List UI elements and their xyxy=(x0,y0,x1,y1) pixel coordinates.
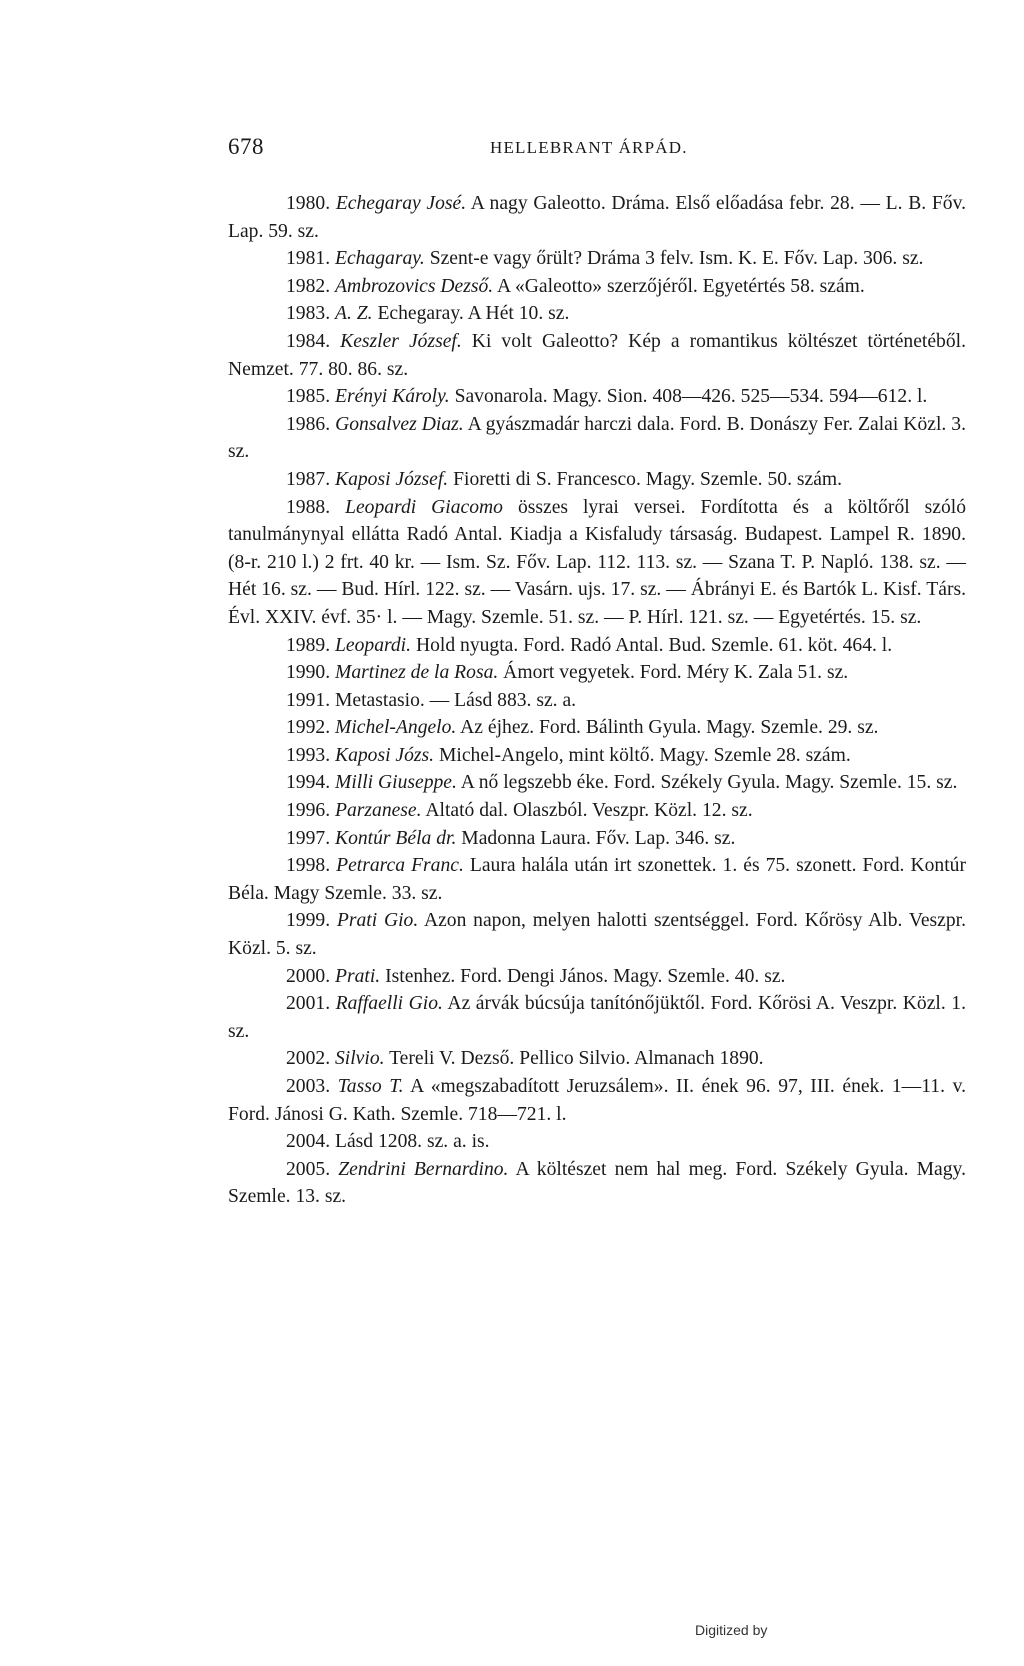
entry-text: Tereli V. Dezső. Pellico Silvio. Almanach 1890. xyxy=(389,1048,764,1070)
bibliography-entry xyxy=(228,907,966,962)
entry-author: Echagaray. xyxy=(335,248,425,270)
entry-text: Hold nyugta. Ford. Radó Antal. Bud. Szemle. 61. köt. 464. l. xyxy=(415,634,893,656)
entry-text: A nagy Galeotto. Dráma. Első előadása febr. 28. — L. B. Főv. Lap. 59. sz. xyxy=(228,193,967,242)
entry-number: 2000. xyxy=(286,965,331,987)
entry-number: 1993. xyxy=(286,744,331,766)
entry-text: Lásd 1208. sz. a. is. xyxy=(335,1131,490,1153)
running-head: HELLEBRANT ÁRPÁD. xyxy=(490,138,688,157)
entry-text: Ki volt Galeotto? Kép a romantikus költészet történetéből. Nemzet. 77. 80. 86. sz. xyxy=(228,330,966,380)
bibliography-entry xyxy=(228,1156,966,1211)
entry-number: 1981. xyxy=(286,248,331,270)
bibliography-entries xyxy=(228,190,966,1211)
entry-text: Istenhez. Ford. Dengi János. Magy. Szemle. 40. sz. xyxy=(385,965,786,987)
entry-number: 1980. xyxy=(286,193,331,214)
entry-author: Michel-Angelo. xyxy=(335,717,457,739)
bibliography-entry xyxy=(228,825,966,853)
entry-text: Echegaray. A Hét 10. sz. xyxy=(377,303,570,325)
entry-author: Petrarca Franc. xyxy=(336,855,464,877)
bibliography-entry xyxy=(228,852,966,907)
entry-number: 1987. xyxy=(286,468,331,490)
bibliography-entry xyxy=(228,494,966,632)
entry-author: Gonsalvez Diaz. xyxy=(335,413,464,435)
bibliography-entry xyxy=(228,632,966,660)
entry-number: 1990. xyxy=(286,662,331,684)
bibliography-entry xyxy=(228,245,966,273)
entry-text: Az árvák búcsúja tanítónőjüktől. Ford. Kőrösi A. Veszpr. Közl. 1. sz. xyxy=(228,993,966,1042)
entry-author: Kaposi József. xyxy=(335,468,449,490)
entry-author: Echegaray José. xyxy=(335,193,467,214)
entry-author: Leopardi Giacomo xyxy=(345,496,503,518)
bibliography-entry xyxy=(228,1073,966,1128)
entry-number: 2002. xyxy=(286,1048,331,1070)
entry-number: 1986. xyxy=(286,413,331,435)
entry-text: Savonarola. Magy. Sion. 408—426. 525—534. 594—612. l. xyxy=(454,386,928,408)
entry-author: Prati Gio. xyxy=(336,910,419,932)
entry-number: 1998. xyxy=(286,855,331,877)
entry-author: Parzanese. xyxy=(335,800,422,822)
entry-author: Leopardi. xyxy=(335,634,412,656)
entry-text: A költészet nem hal meg. Ford. Székely Gyula. Magy. Szemle. 13. sz. xyxy=(228,1158,966,1208)
entry-number: 2003. xyxy=(286,1076,331,1097)
bibliography-entry xyxy=(228,769,966,797)
entry-author: A. Z. xyxy=(335,303,373,325)
entry-number: 1992. xyxy=(286,717,331,739)
entry-author: Raffaelli Gio. xyxy=(335,993,443,1015)
entry-number: 1994. xyxy=(286,772,331,794)
entry-number: 1985. xyxy=(286,386,331,408)
entry-text: A «Galeotto» szerzőjéről. Egyetértés 58. szám. xyxy=(497,275,865,297)
bibliography-entry xyxy=(228,273,966,301)
bibliography-entry xyxy=(228,383,966,411)
entry-text: Ámort vegyetek. Ford. Méry K. Zala 51. sz. xyxy=(503,662,849,684)
bibliography-entry xyxy=(228,742,966,770)
bibliography-entry xyxy=(228,300,966,328)
entry-number: 1989. xyxy=(286,634,331,656)
entry-number: 1991. xyxy=(286,689,331,711)
bibliography-entry xyxy=(228,714,966,742)
entry-text: Az éjhez. Ford. Bálinth Gyula. Magy. Szemle. 29. sz. xyxy=(460,717,879,739)
bibliography-entry xyxy=(228,1128,966,1156)
entry-number: 1983. xyxy=(286,303,331,325)
bibliography-entry xyxy=(228,797,966,825)
entry-text: Laura halála után irt szonettek. 1. és 75. szonett. Ford. Kontúr Béla. Magy Szemle. 33. sz. xyxy=(228,855,966,904)
page-header xyxy=(228,134,958,164)
entry-number: 1984. xyxy=(286,330,331,352)
entry-text: Azon napon, melyen halotti szentséggel. Ford. Kőrösy Alb. Veszpr. Közl. 5. sz. xyxy=(228,910,966,960)
entry-number: 1982. xyxy=(286,275,331,297)
entry-author: Milli Giuseppe. xyxy=(335,772,457,794)
entry-text: Altató dal. Olaszból. Veszpr. Közl. 12. sz. xyxy=(425,800,753,822)
entry-author: Ambrozovics Dezső. xyxy=(335,275,494,297)
bibliography-entry xyxy=(228,963,966,991)
entry-number: 1997. xyxy=(286,827,331,849)
bibliography-entry xyxy=(228,190,966,245)
entry-author: Kaposi Józs. xyxy=(335,744,435,766)
bibliography-entry xyxy=(228,990,966,1045)
entry-number: 1996. xyxy=(286,800,331,822)
entry-author: Tasso T. xyxy=(337,1076,404,1097)
entry-text: A «megszabadított Jeruzsálem». II. ének 96. 97, III. ének. 1—11. v. Ford. Jánosi G. Kath. Szemle. 718—721. l. xyxy=(228,1076,967,1125)
entry-text: A nő legszebb éke. Ford. Székely Gyula. Magy. Szemle. 15. sz. xyxy=(460,772,958,794)
entry-text: Fioretti di S. Francesco. Magy. Szemle. 50. szám. xyxy=(453,468,843,490)
bibliography-entry xyxy=(228,328,966,383)
entry-author: Silvio. xyxy=(335,1048,385,1070)
entry-author: Kontúr Béla dr. xyxy=(335,827,457,849)
entry-text: Madonna Laura. Főv. Lap. 346. sz. xyxy=(461,827,736,849)
digitized-by-mark: Digitized by xyxy=(695,1622,768,1638)
entry-text: A gyászmadár harczi dala. Ford. B. Donászy Fer. Zalai Közl. 3. sz. xyxy=(228,413,966,463)
entry-number: 1999. xyxy=(286,910,331,932)
entry-number: 2005. xyxy=(286,1158,331,1180)
page-number: 678 xyxy=(228,134,264,159)
entry-text: Michel-Angelo, mint költő. Magy. Szemle 28. szám. xyxy=(438,744,851,766)
entry-author: Martinez de la Rosa. xyxy=(335,662,499,684)
entry-author: Erényi Károly. xyxy=(335,386,450,408)
entry-number: 2001. xyxy=(286,993,331,1015)
bibliography-entry xyxy=(228,659,966,687)
entry-author: Keszler József. xyxy=(340,330,462,352)
entry-number: 2004. xyxy=(286,1131,331,1153)
entry-number: 1988. xyxy=(286,496,331,518)
entry-author: Zendrini Bernardino. xyxy=(338,1158,509,1180)
entry-text: Metastasio. — Lásd 883. sz. a. xyxy=(335,689,577,711)
bibliography-entry xyxy=(228,1045,966,1073)
bibliography-entry xyxy=(228,687,966,715)
entry-text: Szent-e vagy őrült? Dráma 3 felv. Ism. K. E. Főv. Lap. 306. sz. xyxy=(429,248,924,270)
entry-author: Prati. xyxy=(335,965,381,987)
bibliography-entry xyxy=(228,411,966,466)
entry-text: összes lyrai versei. Fordította és a költőről szóló tanulmánynyal ellátta Radó Antal. Kiadja a Kisfaludy társaság. Budapest. Lampel R. 1890. (8-r. 210 l.) 2 frt. 40 kr. — Ism. Sz. Főv. Lap. 112. 113. sz. — Szana T. P. Napló. 138. sz. — Hét 16. sz. — Bud. Hírl. 122. sz. — Vasárn. ujs. 17. sz. — Ábrányi E. és Bartók L. Kisf. Társ. Évl. XXIV. évf. 35· l. — Magy. Szemle. 51. sz. — P. Hírl. 121. sz. — Egyetértés. 15. sz. xyxy=(228,496,967,628)
bibliography-entry xyxy=(228,466,966,494)
